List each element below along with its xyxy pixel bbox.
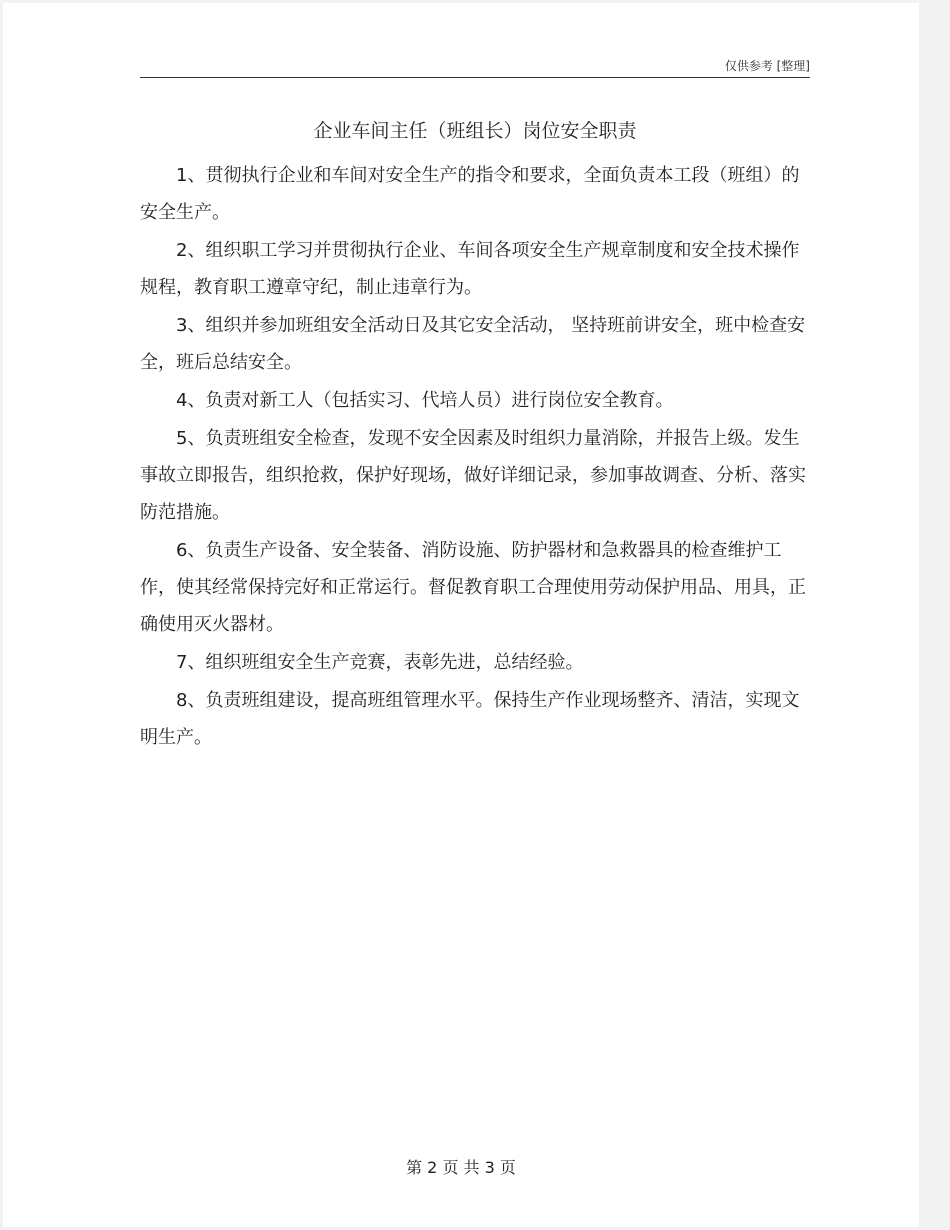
paragraph-7: 7、组织班组安全生产竞赛，表彰先进，总结经验。 — [176, 652, 584, 673]
page-footer: 第 2 页 共 3 页 — [406, 1158, 516, 1177]
document-title: 企业车间主任（班组长）岗位安全职责 — [313, 120, 637, 142]
paragraph-2: 2、组织职工学习并贯彻执行企业、车间各项安全生产规章制度和安全技术操作规程，教育职工遵章守纪，制止违章行为。 — [140, 240, 800, 298]
paragraph-1: 1、贯彻执行企业和车间对安全生产的指令和要求，全面负责本工段（班组）的安全生产。 — [140, 165, 800, 223]
document-body — [140, 157, 810, 757]
page-header — [140, 53, 810, 78]
paragraph-6: 6、负责生产设备、安全装备、消防设施、防护器材和急救器具的检查维护工作，使其经常保持完好和正常运行。督促教育职工合理使用劳动保护用品、用具，正确使用灭火器材。 — [140, 540, 806, 635]
paragraph-5: 5、负责班组安全检查，发现不安全因素及时组织力量消除，并报告上级。发生事故立即报告，组织抢救，保护好现场，做好详细记录，参加事故调查、分析、落实防范措施。 — [140, 428, 806, 523]
paragraph-4: 4、负责对新工人（包括实习、代培人员）进行岗位安全教育。 — [176, 390, 674, 411]
header-note: 仅供参考 [整理] — [724, 59, 810, 73]
paragraph-8: 8、负责班组建设，提高班组管理水平。保持生产作业现场整齐、清洁，实现文明生产。 — [140, 690, 800, 748]
document-page — [3, 3, 919, 1227]
paragraph-3: 3、组织并参加班组安全活动日及其它安全活动， 坚持班前讲安全，班中检查安全，班后总结安全。 — [140, 315, 806, 373]
